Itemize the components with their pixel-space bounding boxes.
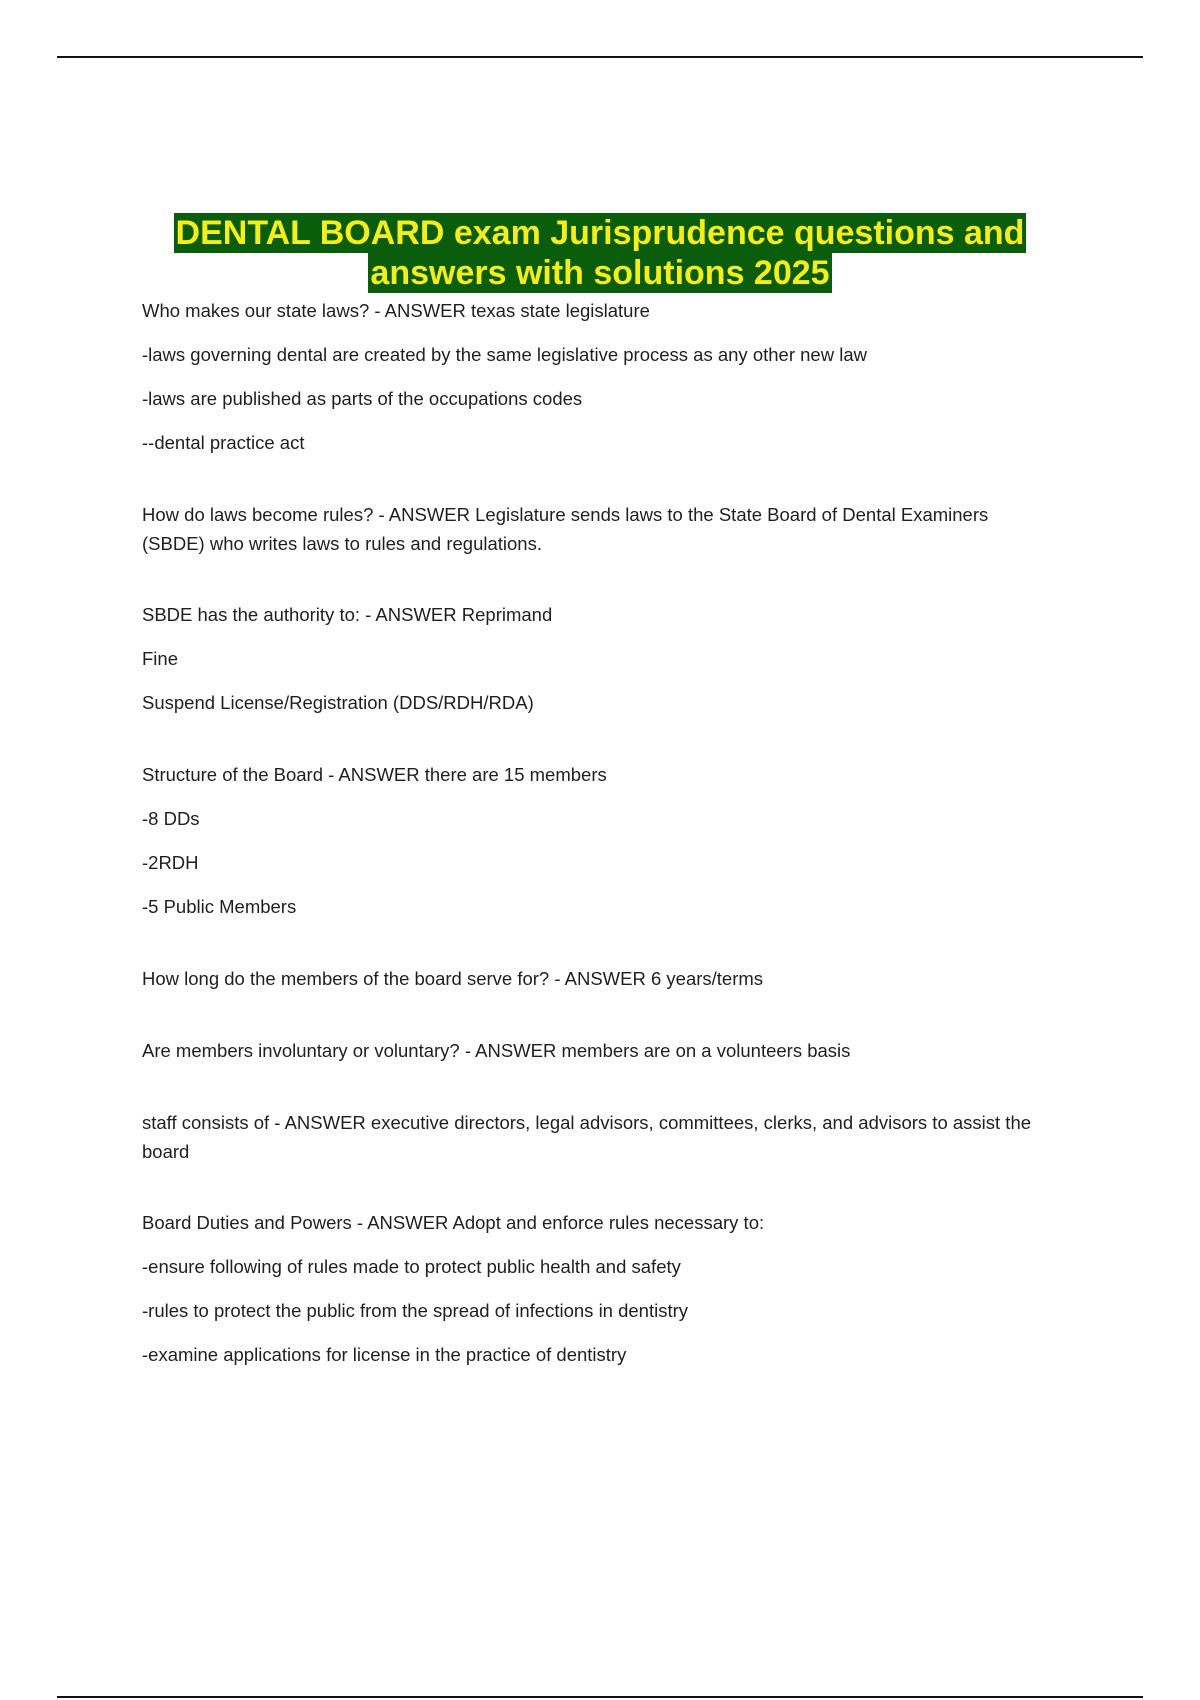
qa-line: -2RDH — [142, 852, 199, 873]
qa-line: Structure of the Board - ANSWER there are 15 members — [142, 764, 607, 785]
qa-line: -8 DDs — [142, 808, 200, 829]
bottom-rule — [57, 1696, 1143, 1698]
document-title — [100, 213, 1100, 293]
qa-content — [142, 296, 1042, 1384]
qa-line: -laws governing dental are created by the same legislative process as any other new law — [142, 344, 867, 365]
qa-line: --dental practice act — [142, 432, 305, 453]
qa-line: How long do the members of the board serve for? - ANSWER 6 years/terms — [142, 968, 764, 989]
top-rule — [57, 56, 1143, 58]
title-line-2: answers with solutions 2025 — [370, 254, 830, 292]
qa-line: Who makes our state laws? - ANSWER texas state legislature — [142, 300, 650, 321]
title-line-1: DENTAL BOARD exam Jurisprudence questions and — [175, 214, 1025, 252]
qa-line: -examine applications for license in the practice of dentistry — [142, 1344, 627, 1365]
qa-line: Suspend License/Registration (DDS/RDH/RDA) — [142, 692, 534, 713]
qa-line: -rules to protect the public from the spread of infections in dentistry — [142, 1300, 689, 1321]
qa-line: How do laws become rules? - ANSWER Legislature sends laws to the State Board of Dental Examiners (SBDE) who writes laws to rules and regulations. — [142, 504, 989, 554]
qa-line: Board Duties and Powers - ANSWER Adopt and enforce rules necessary to: — [142, 1212, 765, 1233]
qa-line: -ensure following of rules made to protect public health and safety — [142, 1256, 681, 1277]
qa-line: -laws are published as parts of the occupations codes — [142, 388, 583, 409]
qa-line: -5 Public Members — [142, 896, 297, 917]
qa-line: SBDE has the authority to: - ANSWER Reprimand — [142, 604, 553, 625]
qa-line: Fine — [142, 648, 178, 669]
qa-line: staff consists of - ANSWER executive directors, legal advisors, committees, clerks, and advisors to assist the board — [142, 1112, 1032, 1162]
qa-line: Are members involuntary or voluntary? - ANSWER members are on a volunteers basis — [142, 1040, 851, 1061]
